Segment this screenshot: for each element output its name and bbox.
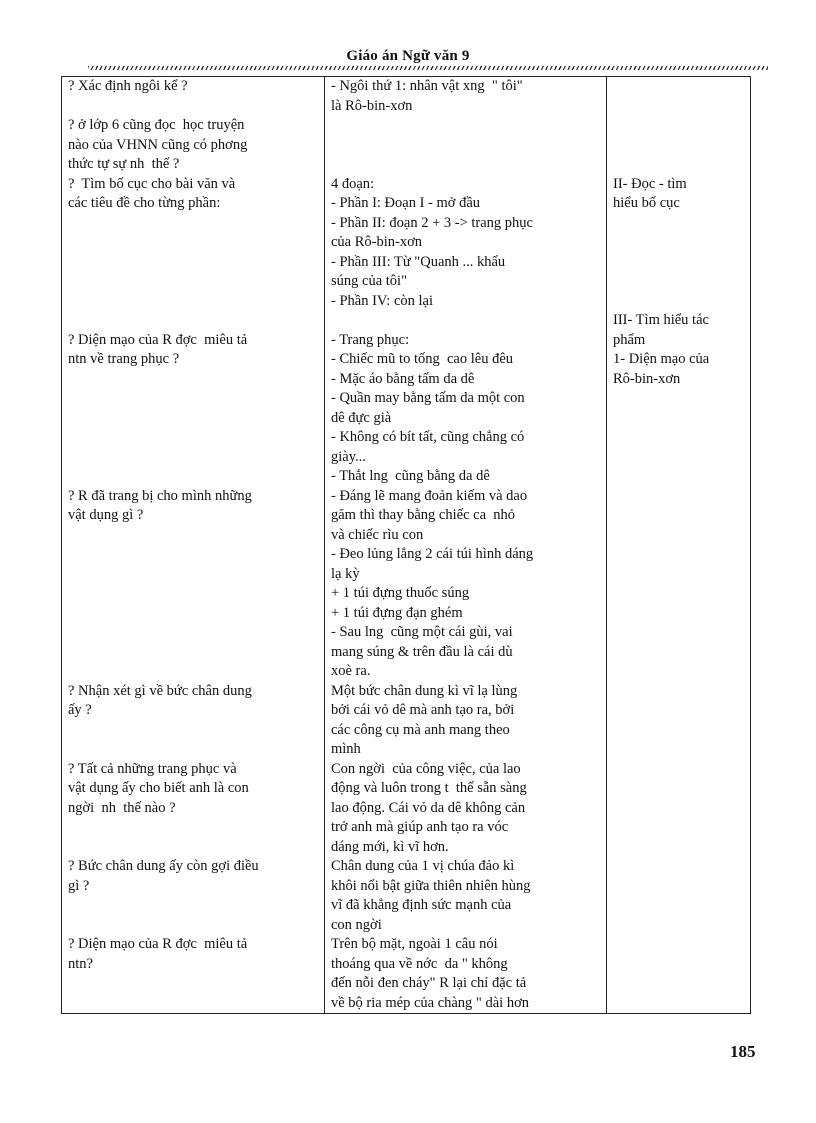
- text-line: [68, 370, 320, 390]
- table-row: [62, 77, 751, 175]
- text-line: về bộ ria mép của chàng " dài hơn: [331, 994, 529, 1011]
- text-line: xoè ra.: [331, 663, 371, 679]
- note-cell: [607, 77, 751, 175]
- text-line: của Rô-bin-xơn: [331, 234, 423, 250]
- text-line: Chân dung của 1 vị chúa đảo kì: [331, 858, 515, 874]
- text-line: [68, 389, 320, 409]
- question-cell: [62, 311, 325, 682]
- text-line: đến nỗi đen cháy" R lại chỉ đặc tả: [331, 975, 527, 991]
- text-line: - Phần I: Đoạn I - mở đầu: [331, 195, 481, 211]
- text-line: nào của VHNN cũng có phơng: [68, 136, 248, 153]
- text-line: con ngời: [331, 916, 382, 933]
- answer-cell: [325, 935, 607, 1014]
- text-line: các công cụ mà anh mang theo: [331, 721, 510, 738]
- text-line: Rô-bin-xơn: [613, 370, 681, 387]
- table-row: [62, 935, 751, 1014]
- text-line: ? Tìm bố cục cho bài văn và: [68, 175, 236, 192]
- answer-cell: [325, 175, 607, 312]
- text-line: - Không có bít tất, cũng chẳng có: [331, 429, 525, 445]
- table-row: [62, 760, 751, 858]
- text-line: ? Xác định ngôi kể ?: [68, 78, 188, 94]
- answer-cell: [325, 857, 607, 935]
- text-line: là Rô-bin-xơn: [331, 97, 413, 114]
- text-line: 1- Diện mạo của: [613, 351, 710, 367]
- question-cell: [62, 857, 325, 935]
- text-line: ? Diện mạo của R đợc miêu tả: [68, 936, 248, 952]
- text-line: + 1 túi đựng đạn ghém: [331, 604, 463, 621]
- text-line: ngời nh thế nào ?: [68, 799, 176, 816]
- text-line: [68, 97, 320, 117]
- text-line: - Phần III: Từ "Quanh ... khẩu: [331, 253, 506, 270]
- text-line: - Trang phục:: [331, 331, 410, 348]
- text-line: [331, 311, 602, 331]
- lesson-table: [61, 76, 751, 1014]
- text-line: bởi cái vỏ dê mà anh tạo ra, bởi: [331, 702, 515, 718]
- text-line: lao động. Cái vỏ da dê không cản: [331, 799, 526, 816]
- text-line: Trên bộ mặt, ngoài 1 câu nói: [331, 936, 498, 952]
- text-line: dê đực già: [331, 409, 392, 426]
- text-line: 4 đoạn:: [331, 175, 375, 192]
- table-row: [62, 311, 751, 682]
- text-line: [68, 409, 320, 429]
- text-line: hiểu bố cục: [613, 195, 680, 211]
- text-line: ? Diện mạo của R đợc miêu tả: [68, 331, 248, 348]
- text-line: găm thì thay bằng chiếc ca nhỏ: [331, 507, 516, 523]
- page-header-title: Giáo án Ngữ văn 9: [346, 48, 470, 64]
- text-line: khôi nổi bật giữa thiên nhiên hùng: [331, 877, 531, 894]
- text-line: III- Tìm hiểu tác: [613, 312, 709, 328]
- text-line: dáng mới, kì vĩ hơn.: [331, 838, 449, 855]
- question-cell: [62, 77, 325, 175]
- text-line: mình: [331, 741, 361, 757]
- question-cell: [62, 935, 325, 1014]
- text-line: các tiêu đề cho từng phần:: [68, 195, 221, 211]
- question-cell: [62, 175, 325, 312]
- question-cell: [62, 760, 325, 858]
- text-line: thoáng qua về nớc da " không: [331, 955, 508, 972]
- note-cell: [607, 175, 751, 312]
- answer-cell: [325, 311, 607, 682]
- text-line: - Phần IV: còn lại: [331, 292, 434, 309]
- text-line: trở anh mà giúp anh tạo ra vóc: [331, 819, 509, 835]
- text-line: vật dụng ấy cho biết anh là con: [68, 780, 249, 796]
- text-line: II- Đọc - tìm: [613, 175, 687, 192]
- table-row: [62, 682, 751, 760]
- table-row: [62, 175, 751, 312]
- text-line: - Phần II: đoạn 2 + 3 -> trang phục: [331, 214, 533, 231]
- page-number: 185: [730, 1042, 756, 1061]
- text-line: súng của tôi": [331, 273, 407, 289]
- text-line: ấy ?: [68, 702, 92, 718]
- header-decorative-rule: [88, 66, 768, 70]
- text-line: - Ngôi thứ 1: nhân vật xng " tôi": [331, 78, 523, 94]
- text-line: - Mặc áo bằng tấm da dê: [331, 370, 475, 387]
- text-line: + 1 túi đựng thuốc súng: [331, 585, 470, 601]
- text-line: [68, 311, 320, 331]
- text-line: ? R đã trang bị cho mình những: [68, 487, 252, 504]
- text-line: Con ngời của công việc, của lao: [331, 760, 521, 777]
- question-cell: [62, 682, 325, 760]
- note-cell: [607, 857, 751, 935]
- text-line: vĩ đã khẳng định sức mạnh của: [331, 897, 512, 913]
- text-line: - Quần may bằng tấm da một con: [331, 390, 525, 406]
- text-line: ntn về trang phục ?: [68, 351, 180, 367]
- text-line: thức tự sự nh thế ?: [68, 156, 180, 172]
- answer-cell: [325, 77, 607, 175]
- text-line: Một bức chân dung kì vĩ lạ lùng: [331, 682, 518, 699]
- text-line: [68, 467, 320, 487]
- table-row: [62, 857, 751, 935]
- text-line: - Chiếc mũ to tống cao lêu đêu: [331, 351, 514, 367]
- note-cell: [607, 311, 751, 682]
- text-line: vật dụng gì ?: [68, 507, 144, 523]
- text-line: - Sau lng cũng một cái gùi, vai: [331, 624, 513, 640]
- text-line: - Thắt lng cũng bằng da dê: [331, 468, 490, 484]
- text-line: giày...: [331, 448, 366, 465]
- text-line: phẩm: [613, 331, 646, 348]
- answer-cell: [325, 682, 607, 760]
- text-line: và chiếc rìu con: [331, 526, 424, 543]
- text-line: [68, 428, 320, 448]
- answer-cell: [325, 760, 607, 858]
- text-line: lạ kỳ: [331, 565, 360, 582]
- text-line: - Đeo lủng lẳng 2 cái túi hình dáng: [331, 546, 534, 562]
- note-cell: [607, 760, 751, 858]
- text-line: động và luôn trong t thế sẵn sàng: [331, 780, 527, 796]
- text-line: ? Bức chân dung ấy còn gợi điều: [68, 858, 259, 874]
- text-line: ? ở lớp 6 cũng đọc học truyện: [68, 117, 245, 133]
- note-cell: [607, 935, 751, 1014]
- text-line: mang súng & trên đầu là cái dù: [331, 643, 513, 660]
- text-line: ? Tất cả những trang phục và: [68, 760, 237, 777]
- text-line: [68, 448, 320, 468]
- text-line: - Đáng lẽ mang đoản kiếm và dao: [331, 487, 528, 504]
- text-line: ntn?: [68, 955, 93, 972]
- note-cell: [607, 682, 751, 760]
- text-line: ? Nhận xét gì về bức chân dung: [68, 682, 252, 699]
- text-line: gì ?: [68, 877, 90, 894]
